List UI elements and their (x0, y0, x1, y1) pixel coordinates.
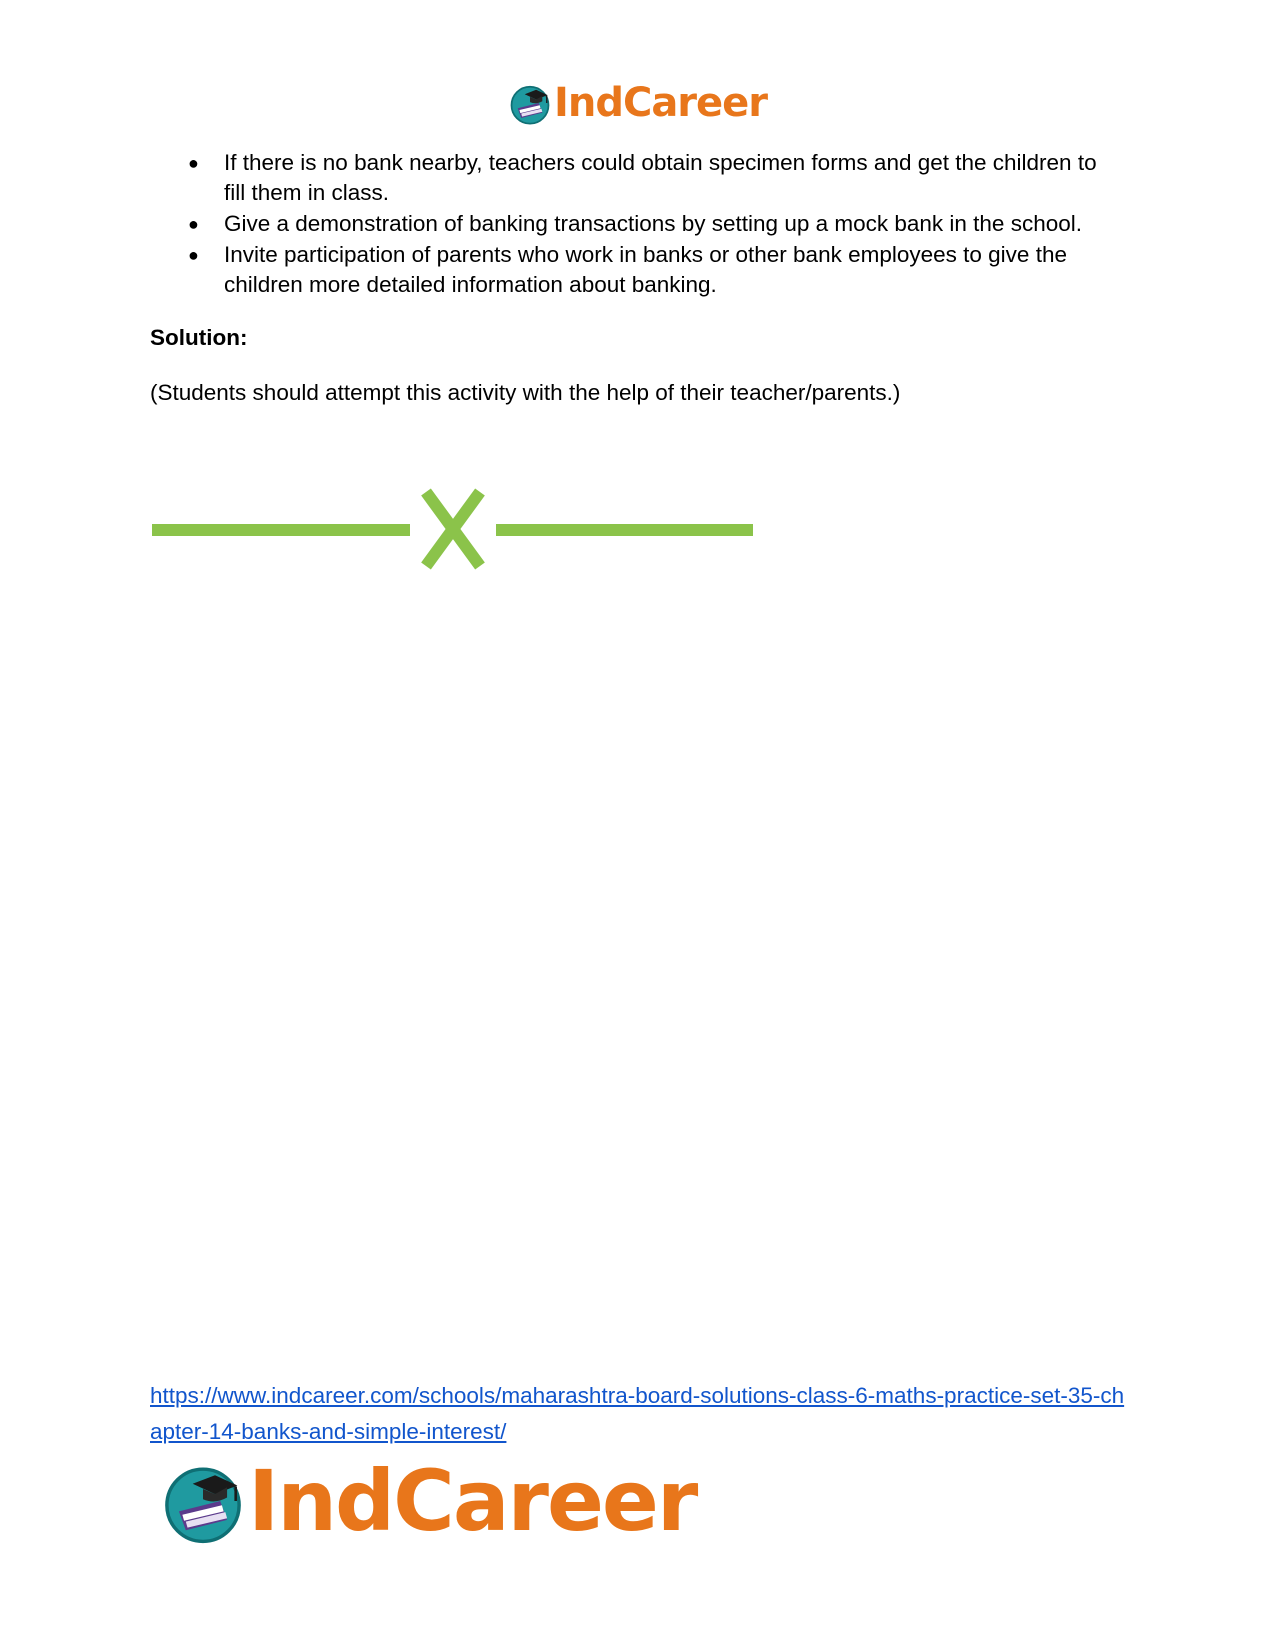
divider-x-icon (426, 492, 480, 566)
graduation-globe-icon (508, 81, 552, 125)
logo (508, 81, 767, 125)
solution-text: (Students should attempt this activity with the help of their teacher/parents.) (150, 380, 901, 405)
list-item-text: If there is no bank nearby, teachers could obtain specimen forms and get the children to fill them in class. (224, 150, 1097, 205)
bullet-icon: ● (188, 245, 199, 265)
list-item (188, 148, 1118, 208)
list-item-text: Invite participation of parents who work in banks or other bank employees to give the children more detailed information about banking. (224, 242, 1067, 297)
divider-line-right (496, 524, 753, 536)
solution-heading: Solution: (150, 325, 248, 350)
section-divider (150, 488, 755, 570)
header-logo (0, 78, 1275, 128)
logo-text: IndCareer (553, 80, 768, 126)
logo-text: IndCareer (248, 1452, 697, 1550)
list-item (188, 209, 1118, 239)
list-item-text: Give a demonstration of banking transactions by setting up a mock bank in the school. (224, 211, 1082, 236)
divider-line-left (152, 524, 410, 536)
footer-logo (160, 1452, 697, 1550)
graduation-globe-icon (160, 1458, 246, 1544)
list-item (188, 240, 1118, 300)
bullet-icon: ● (188, 153, 199, 173)
bullet-icon: ● (188, 214, 199, 234)
source-link[interactable]: https://www.indcareer.com/schools/maharashtra-board-solutions-class-6-maths-practice-set-35-chapter-14-banks-and-simple-interest/ (150, 1383, 1125, 1444)
bullet-list (188, 148, 1118, 301)
